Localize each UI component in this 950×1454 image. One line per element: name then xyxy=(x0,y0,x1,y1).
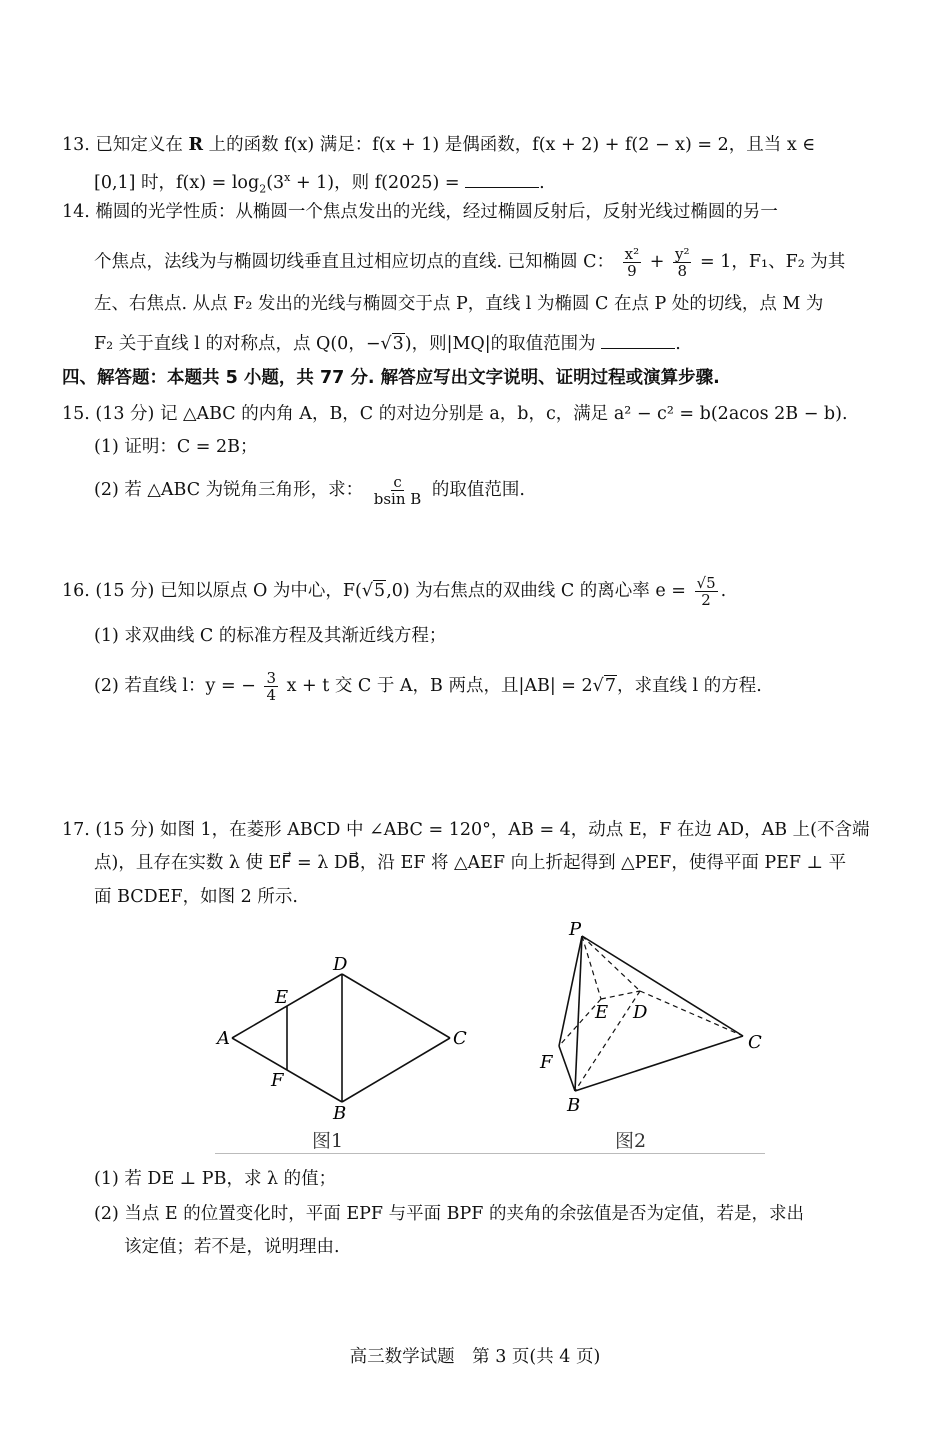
q16-stem-text: 16. (15 分) 已知以原点 O 为中心，F( xyxy=(62,581,362,601)
q14-frac-x-den: 9 xyxy=(627,262,637,280)
fig2-label-f: F xyxy=(540,1052,553,1073)
q15-frac-num: c xyxy=(393,473,402,491)
q14-frac-y-den: 8 xyxy=(677,262,687,280)
q14-line2-rest: = 1，F₁、F₂ 为其 xyxy=(700,252,846,272)
q15-stem: 15. (13 分) 记 △ABC 的内角 A，B，C 的对边分别是 a，b，c，满足 a² − c² = b(2acos 2B − b). xyxy=(62,404,848,424)
q15-part2 xyxy=(94,474,525,507)
q14-line4-text: F₂ 关于直线 l 的对称点，点 Q(0，− xyxy=(94,334,381,354)
q14-line4-rest: )，则|MQ|的取值范围为 xyxy=(404,334,596,354)
q14-line4: F₂ 关于直线 l 的对称点，点 Q(0，−√3)，则|MQ|的取值范围为 . xyxy=(94,334,681,354)
q13-line1 xyxy=(62,134,815,156)
fig1-label-f: F xyxy=(271,1070,284,1091)
q14-frac-y-num: y² xyxy=(674,245,690,263)
q13-answer-blank[interactable] xyxy=(465,173,539,188)
q16-eccentricity xyxy=(695,575,718,608)
q15-frac-den: bsin B xyxy=(373,490,422,508)
q16-stem-rest: ,0) 为右焦点的双曲线 C 的离心率 e = xyxy=(386,581,686,601)
page-footer: 高三数学试题 第 3 页(共 4 页) xyxy=(349,1347,601,1367)
q15-part1: (1) 证明：C = 2B； xyxy=(94,437,258,457)
fig2-label-c: C xyxy=(748,1032,762,1053)
q13-line2 xyxy=(94,167,545,200)
q16-e-den: 2 xyxy=(701,591,711,609)
figures-panel xyxy=(215,921,765,1154)
q17-line2: 点)，且存在实数 λ 使 EF⃗ = λ DB⃗，沿 EF 将 △AEF 向上折起得到 △PEF，使得平面 PEF ⊥ 平 xyxy=(94,853,847,873)
q13-log-base: 2 xyxy=(259,182,267,196)
fig1-edge-cb xyxy=(342,1038,450,1102)
q13-def-a: [0,1] 时，f(x) = log xyxy=(94,172,260,193)
fig1-label-d: D xyxy=(333,954,348,975)
q14-line3: 左、右焦点. 从点 F₂ 发出的光线与椭圆交于点 P，直线 l 为椭圆 C 在点 P 处的切线，点 M 为 xyxy=(94,294,824,314)
q16-part2: (2) 若直线 l：y = − $\frac{3}{4}$ x + t 交 C 于 A，B 两点，且|AB| = 2√7，求直线 l 的方程. xyxy=(94,669,762,704)
fig2-edge-bc xyxy=(575,1036,743,1091)
q16-stem-end: . xyxy=(720,581,727,601)
q16-part2-rest: ，求直线 l 的方程. xyxy=(616,676,762,696)
q14-answer-blank[interactable] xyxy=(601,334,675,349)
fig1-label-c: C xyxy=(453,1028,467,1049)
q13-exp: x xyxy=(284,171,291,184)
figure2 xyxy=(559,936,743,1091)
fig1-edge-dc xyxy=(342,974,450,1038)
fig2-label-e: E xyxy=(595,1002,609,1023)
q13-def-b: (3 xyxy=(266,172,285,193)
fig2-label-d: D xyxy=(633,1002,648,1023)
fig2-caption: 图2 xyxy=(615,1130,647,1152)
figure2-hidden xyxy=(559,936,743,1091)
q17-part2-line2: 该定值；若不是，说明理由. xyxy=(124,1237,340,1257)
q16-slope-num: 3 xyxy=(266,669,276,687)
q13-def-c: + 1)，则 f(2025) = xyxy=(290,172,460,193)
q14-frac-y xyxy=(673,246,692,279)
q16-sqrt5: 5 xyxy=(374,581,386,601)
q15-fraction xyxy=(372,474,424,507)
fig1-label-e: E xyxy=(275,987,289,1008)
q13-set-r: R xyxy=(188,135,204,155)
figure1 xyxy=(232,974,450,1102)
q16-part2-mid: x + t 交 C 于 A，B 两点，且|AB| = 2 xyxy=(286,676,593,696)
q17-line1: 17. (15 分) 如图 1，在菱形 ABCD 中 ∠ABC = 120°，AB = 4，动点 E，F 在边 AD，AB 上(不含端 xyxy=(62,820,870,840)
fig2-hidden-dc xyxy=(640,991,743,1036)
q16-part1: (1) 求双曲线 C 的标准方程及其渐近线方程； xyxy=(94,626,447,646)
q13-intro: 13. 已知定义在 xyxy=(62,135,183,155)
q13-end: . xyxy=(539,172,545,193)
figures-svg xyxy=(215,921,765,1153)
q15-part2-text: (2) 若 △ABC 为锐角三角形，求： xyxy=(94,480,364,500)
q17-line3: 面 BCDEF，如图 2 所示. xyxy=(94,887,298,907)
q14-frac-x-num: x² xyxy=(624,245,640,263)
q14-line1: 14. 椭圆的光学性质：从椭圆一个焦点发出的光线，经过椭圆反射后，反射光线过椭圆的另一 xyxy=(62,202,778,222)
fig1-label-b: B xyxy=(333,1103,347,1124)
q17-part2-line1: (2) 当点 E 的位置变化时，平面 EPF 与平面 BPF 的夹角的余弦值是否为定值，若是，求出 xyxy=(94,1204,804,1224)
q13-intro-b: 上的函数 xyxy=(208,135,279,155)
q17-part1: (1) 若 DE ⊥ PB，求 λ 的值； xyxy=(94,1169,337,1189)
q16-stem: 16. (15 分) 已知以原点 O 为中心，F(√5,0) 为右焦点的双曲线 C 的离心率 e = $\frac{√5}{2}$ . xyxy=(62,574,727,609)
fig2-edge-pb xyxy=(575,936,582,1091)
fig2-label-p: P xyxy=(569,921,582,940)
q14-end: . xyxy=(675,334,681,354)
q14-frac-x xyxy=(623,246,641,279)
q14-sqrt3: 3 xyxy=(392,334,404,354)
fig1-caption: 图1 xyxy=(312,1130,344,1152)
q16-slope xyxy=(264,670,278,703)
q14-plus: + xyxy=(649,252,665,272)
q14-line2-text: 个焦点，法线为与椭圆切线垂直且过相应切点的直线. 已知椭圆 C： xyxy=(94,252,615,272)
fig2-edge-fb xyxy=(559,1046,575,1091)
section4-heading: 四、解答题：本题共 5 小题，共 77 分. 解答应写出文字说明、证明过程或演算步骤. xyxy=(62,368,720,388)
fig2-label-b: B xyxy=(567,1095,581,1116)
q16-sqrt7: 7 xyxy=(604,676,616,696)
q16-part2-text: (2) 若直线 l：y = − xyxy=(94,676,256,696)
q15-part2-rest: 的取值范围. xyxy=(431,480,525,500)
q16-e-num: √5 xyxy=(696,574,716,592)
q13-condition: f(x) 满足：f(x + 1) 是偶函数，f(x + 2) + f(2 − x) = 2，且当 x ∈ xyxy=(284,135,816,155)
q14-line2 xyxy=(94,246,845,279)
fig1-label-a: A xyxy=(217,1028,230,1049)
fig2-hidden-ed xyxy=(601,991,640,999)
q16-slope-den: 4 xyxy=(266,686,276,704)
